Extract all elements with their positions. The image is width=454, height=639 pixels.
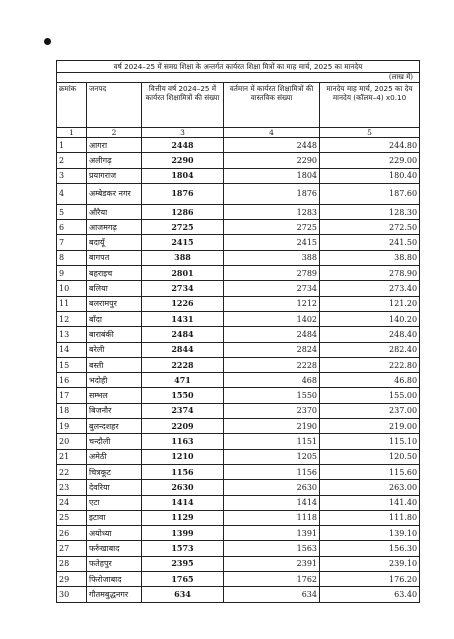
- serial-number-cell: 9: [57, 266, 87, 281]
- district-cell: एटा: [87, 495, 142, 510]
- serial-number-cell: 27: [57, 541, 87, 556]
- table-row: [57, 204, 420, 219]
- honorarium-cell: 139.10: [320, 526, 420, 541]
- honorarium-cell: 263.00: [320, 480, 420, 495]
- actual-count-cell: 1212: [224, 296, 320, 311]
- district-cell: चन्दौली: [87, 434, 142, 449]
- table-row: [57, 138, 420, 153]
- serial-number-cell: 25: [57, 510, 87, 525]
- honorarium-cell: 155.00: [320, 388, 420, 403]
- actual-count-cell: 2734: [224, 281, 320, 296]
- honorarium-cell: 141.40: [320, 495, 420, 510]
- serial-number-cell: 29: [57, 572, 87, 587]
- table-row: [57, 342, 420, 357]
- district-cell: अयोध्या: [87, 526, 142, 541]
- serial-number-cell: 4: [57, 183, 87, 204]
- district-cell: फतेहपुर: [87, 556, 142, 571]
- table-row: [57, 526, 420, 541]
- count-2024-cell: 2844: [142, 342, 224, 357]
- actual-count-cell: 1391: [224, 526, 320, 541]
- serial-number-cell: 20: [57, 434, 87, 449]
- column-number: 5: [320, 128, 420, 138]
- table-row: [57, 296, 420, 311]
- count-2024-cell: 2374: [142, 403, 224, 418]
- count-2024-cell: 2290: [142, 153, 224, 168]
- actual-count-cell: 2370: [224, 403, 320, 418]
- honorarium-cell: 237.00: [320, 403, 420, 418]
- count-2024-cell: 2448: [142, 138, 224, 153]
- district-cell: सम्भल: [87, 388, 142, 403]
- district-cell: फर्रुखाबाद: [87, 541, 142, 556]
- count-2024-cell: 1876: [142, 183, 224, 204]
- table-row: [57, 449, 420, 464]
- honorarium-cell: 63.40: [320, 587, 420, 602]
- actual-count-cell: 2415: [224, 235, 320, 250]
- serial-number-cell: 11: [57, 296, 87, 311]
- actual-count-cell: 1414: [224, 495, 320, 510]
- district-cell: प्रयागराज: [87, 168, 142, 183]
- serial-number-cell: 21: [57, 449, 87, 464]
- actual-count-cell: 1205: [224, 449, 320, 464]
- count-2024-cell: 1431: [142, 311, 224, 326]
- district-cell: आजमगढ़: [87, 220, 142, 235]
- table-title: वर्ष 2024–25 में समग्र शिक्षा के अन्तर्गत कार्यरत शिक्षा मित्रों का माह मार्च, 2025 का मानदेय: [57, 61, 420, 73]
- table-row: [57, 266, 420, 281]
- count-2024-cell: 1414: [142, 495, 224, 510]
- honorarium-cell: 180.40: [320, 168, 420, 183]
- district-cell: बिजनौर: [87, 403, 142, 418]
- table-row: [57, 419, 420, 434]
- serial-number-cell: 5: [57, 204, 87, 219]
- honorarium-cell: 121.20: [320, 296, 420, 311]
- count-2024-cell: 2484: [142, 327, 224, 342]
- table-row: [57, 250, 420, 265]
- count-2024-cell: 1210: [142, 449, 224, 464]
- actual-count-cell: 1550: [224, 388, 320, 403]
- table-row: [57, 587, 420, 602]
- district-cell: बुलन्दशहर: [87, 419, 142, 434]
- serial-number-cell: 16: [57, 373, 87, 388]
- table-row: [57, 480, 420, 495]
- count-2024-cell: 2209: [142, 419, 224, 434]
- district-cell: बागपत: [87, 250, 142, 265]
- table-row: [57, 373, 420, 388]
- actual-count-cell: 1151: [224, 434, 320, 449]
- count-2024-cell: 1286: [142, 204, 224, 219]
- honorarium-cell: 176.20: [320, 572, 420, 587]
- honorarium-cell: 111.80: [320, 510, 420, 525]
- actual-count-cell: 468: [224, 373, 320, 388]
- serial-number-cell: 2: [57, 153, 87, 168]
- table-row: [57, 495, 420, 510]
- count-2024-cell: 634: [142, 587, 224, 602]
- serial-number-cell: 8: [57, 250, 87, 265]
- honorarium-table: [56, 60, 420, 603]
- serial-number-cell: 15: [57, 357, 87, 372]
- table-row: [57, 153, 420, 168]
- table-row: [57, 572, 420, 587]
- district-cell: चित्रकूट: [87, 464, 142, 479]
- honorarium-cell: 120.50: [320, 449, 420, 464]
- district-cell: भदोही: [87, 373, 142, 388]
- header-actual-count: वर्तमान में कार्यरत शिक्षामित्रों की वास्तविक संख्या: [224, 83, 320, 128]
- actual-count-cell: 2290: [224, 153, 320, 168]
- honorarium-cell: 115.10: [320, 434, 420, 449]
- actual-count-cell: 2630: [224, 480, 320, 495]
- honorarium-cell: 140.20: [320, 311, 420, 326]
- table-row: [57, 168, 420, 183]
- count-2024-cell: 388: [142, 250, 224, 265]
- count-2024-cell: 2725: [142, 220, 224, 235]
- count-2024-cell: 1550: [142, 388, 224, 403]
- actual-count-cell: 1804: [224, 168, 320, 183]
- table-row: [57, 434, 420, 449]
- district-cell: अलीगढ़: [87, 153, 142, 168]
- actual-count-cell: 388: [224, 250, 320, 265]
- district-cell: अमेठी: [87, 449, 142, 464]
- actual-count-cell: 1876: [224, 183, 320, 204]
- honorarium-cell: 222.80: [320, 357, 420, 372]
- actual-count-cell: 634: [224, 587, 320, 602]
- honorarium-cell: 115.60: [320, 464, 420, 479]
- punch-hole-dot: [44, 38, 51, 45]
- district-cell: आगरा: [87, 138, 142, 153]
- unit-label: (लाख में): [57, 73, 420, 83]
- district-cell: बदायूँ: [87, 235, 142, 250]
- column-number-row: [57, 128, 420, 138]
- honorarium-cell: 38.80: [320, 250, 420, 265]
- count-2024-cell: 2228: [142, 357, 224, 372]
- honorarium-cell: 282.40: [320, 342, 420, 357]
- district-cell: औरैया: [87, 204, 142, 219]
- serial-number-cell: 14: [57, 342, 87, 357]
- table-row: [57, 556, 420, 571]
- honorarium-cell: 273.40: [320, 281, 420, 296]
- district-cell: देवरिया: [87, 480, 142, 495]
- table-row: [57, 357, 420, 372]
- serial-number-cell: 18: [57, 403, 87, 418]
- table-row: [57, 235, 420, 250]
- table-row: [57, 510, 420, 525]
- count-2024-cell: 1226: [142, 296, 224, 311]
- count-2024-cell: 1129: [142, 510, 224, 525]
- column-number: 1: [57, 128, 87, 138]
- honorarium-cell: 187.60: [320, 183, 420, 204]
- actual-count-cell: 2484: [224, 327, 320, 342]
- district-cell: बहराइच: [87, 266, 142, 281]
- header-row: [57, 83, 420, 128]
- table-row: [57, 327, 420, 342]
- honorarium-cell: 229.00: [320, 153, 420, 168]
- honorarium-cell: 272.50: [320, 220, 420, 235]
- column-number: 3: [142, 128, 224, 138]
- column-number: 2: [87, 128, 142, 138]
- serial-number-cell: 6: [57, 220, 87, 235]
- count-2024-cell: 471: [142, 373, 224, 388]
- actual-count-cell: 1156: [224, 464, 320, 479]
- count-2024-cell: 2415: [142, 235, 224, 250]
- table-row: [57, 311, 420, 326]
- serial-number-cell: 23: [57, 480, 87, 495]
- table-row: [57, 388, 420, 403]
- honorarium-cell: 244.80: [320, 138, 420, 153]
- honorarium-cell: 278.90: [320, 266, 420, 281]
- district-cell: बरेली: [87, 342, 142, 357]
- actual-count-cell: 2824: [224, 342, 320, 357]
- count-2024-cell: 2630: [142, 480, 224, 495]
- table-row: [57, 220, 420, 235]
- serial-number-cell: 3: [57, 168, 87, 183]
- district-cell: बाराबंकी: [87, 327, 142, 342]
- count-2024-cell: 1399: [142, 526, 224, 541]
- actual-count-cell: 2228: [224, 357, 320, 372]
- actual-count-cell: 1563: [224, 541, 320, 556]
- column-number: 4: [224, 128, 320, 138]
- honorarium-cell: 219.00: [320, 419, 420, 434]
- count-2024-cell: 2395: [142, 556, 224, 571]
- table-row: [57, 464, 420, 479]
- header-count-2024: वित्तीय वर्ष 2024–25 में कार्यरत शिक्षामित्रों की संख्या: [142, 83, 224, 128]
- serial-number-cell: 24: [57, 495, 87, 510]
- count-2024-cell: 1804: [142, 168, 224, 183]
- serial-number-cell: 26: [57, 526, 87, 541]
- count-2024-cell: 1163: [142, 434, 224, 449]
- actual-count-cell: 2391: [224, 556, 320, 571]
- district-cell: इटावा: [87, 510, 142, 525]
- count-2024-cell: 1156: [142, 464, 224, 479]
- table-row: [57, 281, 420, 296]
- serial-number-cell: 28: [57, 556, 87, 571]
- actual-count-cell: 2190: [224, 419, 320, 434]
- header-sn: क्रमांक: [57, 83, 87, 128]
- count-2024-cell: 2734: [142, 281, 224, 296]
- serial-number-cell: 1: [57, 138, 87, 153]
- count-2024-cell: 1573: [142, 541, 224, 556]
- actual-count-cell: 2725: [224, 220, 320, 235]
- district-cell: बलिया: [87, 281, 142, 296]
- actual-count-cell: 1402: [224, 311, 320, 326]
- district-cell: गौतमबुद्धनगर: [87, 587, 142, 602]
- table-row: [57, 403, 420, 418]
- honorarium-cell: 156.30: [320, 541, 420, 556]
- serial-number-cell: 10: [57, 281, 87, 296]
- count-2024-cell: 2801: [142, 266, 224, 281]
- district-cell: बस्ती: [87, 357, 142, 372]
- district-cell: अम्बेडकर नगर: [87, 183, 142, 204]
- serial-number-cell: 12: [57, 311, 87, 326]
- serial-number-cell: 22: [57, 464, 87, 479]
- count-2024-cell: 1765: [142, 572, 224, 587]
- table-row: [57, 183, 420, 204]
- honorarium-cell: 46.80: [320, 373, 420, 388]
- district-cell: बलरामपुर: [87, 296, 142, 311]
- serial-number-cell: 7: [57, 235, 87, 250]
- serial-number-cell: 19: [57, 419, 87, 434]
- header-honorarium: मानदेय माह मार्च, 2025 का देय मानदेय (कॉलम–4) x0.10: [320, 83, 420, 128]
- actual-count-cell: 1762: [224, 572, 320, 587]
- honorarium-cell: 239.10: [320, 556, 420, 571]
- actual-count-cell: 1118: [224, 510, 320, 525]
- serial-number-cell: 30: [57, 587, 87, 602]
- district-cell: बाँदा: [87, 311, 142, 326]
- district-cell: फिरोजाबाद: [87, 572, 142, 587]
- serial-number-cell: 13: [57, 327, 87, 342]
- honorarium-cell: 248.40: [320, 327, 420, 342]
- header-district: जनपद: [87, 83, 142, 128]
- actual-count-cell: 2448: [224, 138, 320, 153]
- actual-count-cell: 2789: [224, 266, 320, 281]
- serial-number-cell: 17: [57, 388, 87, 403]
- actual-count-cell: 1283: [224, 204, 320, 219]
- honorarium-cell: 128.30: [320, 204, 420, 219]
- table-row: [57, 541, 420, 556]
- honorarium-cell: 241.50: [320, 235, 420, 250]
